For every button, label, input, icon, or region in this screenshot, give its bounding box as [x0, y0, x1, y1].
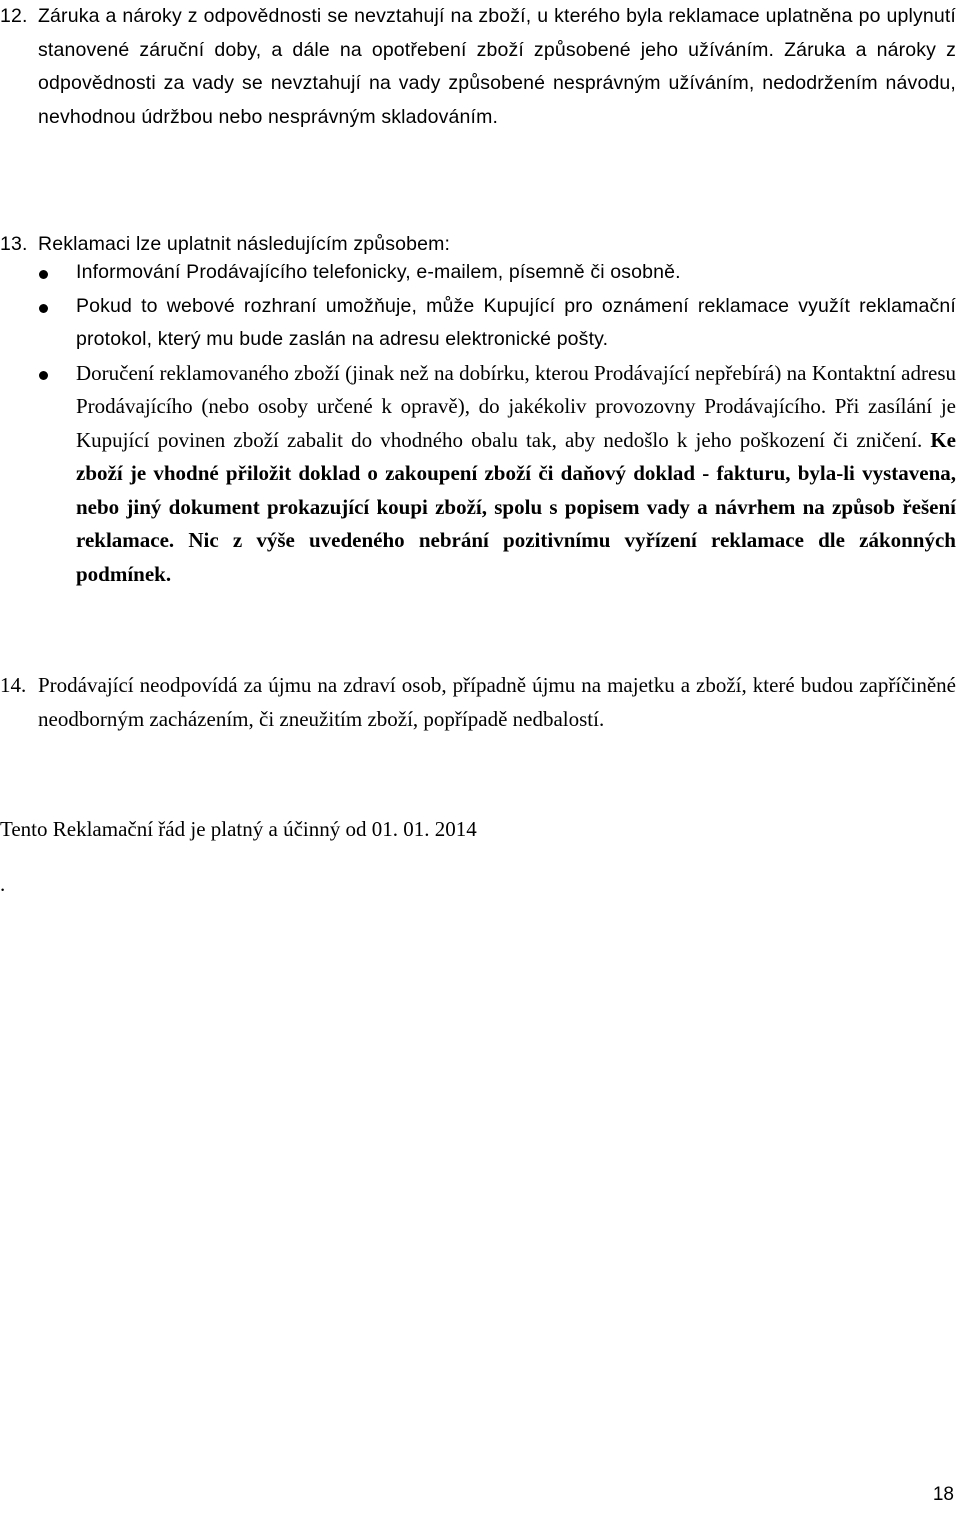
clause-text: Reklamaci lze uplatnit následujícím způsobem:: [38, 233, 451, 255]
list-item: [76, 290, 956, 357]
clause-number: 14.: [0, 673, 27, 697]
validity-statement: Tento Reklamační řád je platný a účinný od 01. 01. 2014: [0, 817, 477, 841]
bullet-list: [0, 256, 956, 591]
list-item-text: Doručení reklamovaného zboží (jinak než na dobírku, kterou Prodávající nepřebírá) na Kontaktní adresu Prodávajícího (nebo osoby určené k opravě), do jakékoliv provozovny Prodávajícího. Při zasílání je Kupující povinen zboží zabalit do vhodného obalu tak, aby nedošlo k jeho poškození či zničení.: [76, 360, 956, 452]
trailing-dot: .: [0, 872, 6, 896]
page-number: 18: [932, 1484, 954, 1505]
list-item-text: Informování Prodávajícího telefonicky, e-mailem, písemně či osobně.: [76, 261, 681, 283]
bullet-icon: [39, 371, 48, 380]
list-item: [76, 256, 956, 290]
clause-14: [0, 669, 956, 736]
clause-number: 12.: [0, 5, 28, 27]
list-item-bold-text: Ke zboží je vhodné přiložit doklad o zakoupení zboží či daňový doklad - fakturu, byla-li vystavena, nebo jiný dokument prokazující koupi zboží, spolu s popisem vady a návrhem na způsob řešení reklamace. Nic z výše uvedeného nebrání pozitivnímu vyřízení reklamace dle zákonných podmínek.: [76, 427, 956, 586]
list-item: [76, 357, 956, 592]
bullet-icon: [39, 270, 48, 279]
bullet-icon: [39, 304, 48, 313]
clause-number: 13.: [0, 233, 28, 255]
clause-12: [0, 0, 956, 134]
clause-text: Záruka a nároky z odpovědnosti se nevztahují na zboží, u kterého byla reklamace uplatněna po uplynutí stanovené záruční doby, a dále na opotřebení zboží způsobené jeho užíváním. Záruka a nároky z odpovědnosti za vady se nevztahují na vady způsobené nesprávným užíváním, nedodržením návodu, nevhodnou údržbou nebo nesprávným skladováním.: [38, 5, 956, 128]
list-item-text: Pokud to webové rozhraní umožňuje, může Kupující pro oznámení reklamace využít reklamační protokol, který mu bude zaslán na adresu elektronické pošty.: [76, 294, 956, 350]
clause-text: Prodávající neodpovídá za újmu na zdraví osob, případně újmu na majetku a zboží, které budou zapříčiněné neodborným zacházením, či zneužitím zboží, popřípadě nedbalostí.: [38, 673, 956, 731]
